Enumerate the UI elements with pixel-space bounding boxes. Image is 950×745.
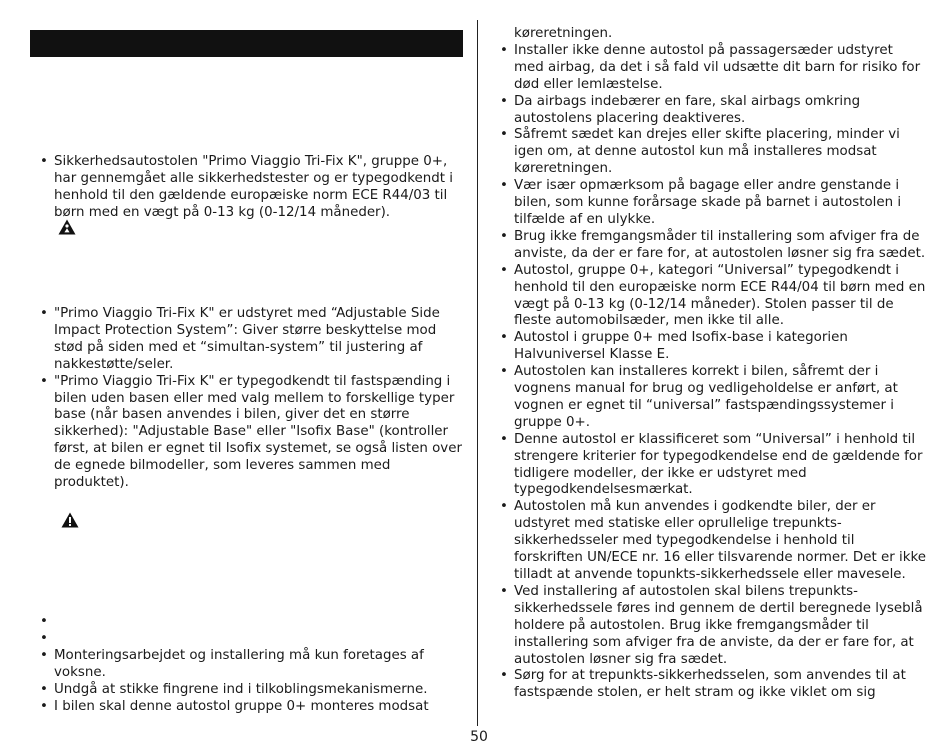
list-item: • Autostol i gruppe 0+ med Isofix-base i kategorien Halvuniversel Klasse E. xyxy=(500,330,926,364)
list-item: • Autostolen må kun anvendes i godkendte biler, der er udstyret med statiske eller oprullelige trepunkts-sikkerhedsseler med typegodkendelse i henhold til forskriften UN/ECE nr. 16 eller tilsvarende normer. Det er ikke tilladt at anvende topunkts-sikkerhedssele eller mavesele. xyxy=(500,499,926,584)
right-list-warnings xyxy=(500,26,926,702)
page-number: 50 xyxy=(470,729,488,745)
list-item-empty xyxy=(40,614,465,631)
list-item: • Ved installering af autostolen skal bilens trepunkts-sikkerhedssele føres ind gennem de dertil beregnede lyseblå holdere på autostolen. Brug ikke fremgangsmåder til installering som afviger fra de anviste, da der er fare for, at autostolen løsner sig fra sædet. xyxy=(500,584,926,669)
list-item: • Autostolen kan installeres korrekt i bilen, såfremt der i vognens manual for brug og vedligeholdelse er anført, at vognen er egnet til “universal” fastspændingssystemer i gruppe 0+. xyxy=(500,364,926,432)
column-divider xyxy=(477,20,478,726)
left-list-intro xyxy=(40,154,465,222)
warning-triangle-icon xyxy=(61,512,79,528)
list-item: • Denne autostol er klassificeret som “Universal” i henhold til strengere kriterier for typegodkendelse end de gældende for tidligere modeller, der ikke er udstyret med typegodkendelsesmærkat. xyxy=(500,432,926,500)
left-list-warnings xyxy=(40,614,465,716)
list-item: • "Primo Viaggio Tri-Fix K" er typegodkendt til fastspænding i bilen uden basen eller med valg mellem to forskellige typer base (når basen anvendes i bilen, giver det en større sikkerhed): "Adjustable Base" eller "Isofix Base" (kontroller først, at bilen er egnet til Isofix systemet, se også listen over de egnede bilmodeller, som leveres sammen med produktet). xyxy=(40,374,465,492)
left-list-features xyxy=(40,306,465,492)
list-item: • I bilen skal denne autostol gruppe 0+ monteres modsat xyxy=(40,699,465,716)
warning-child-icon xyxy=(58,219,76,235)
section-header-bar xyxy=(30,30,463,57)
list-item: • Sikkerhedsautostolen "Primo Viaggio Tri-Fix K", gruppe 0+, har gennemgået alle sikkerhedstester og er typegodkendt i henhold til den gældende europæiske norm ECE R44/03 til børn med en vægt på 0-13 kg (0-12/14 måneder). xyxy=(40,154,465,222)
list-item: • Monteringsarbejdet og installering må kun foretages af voksne. xyxy=(40,648,465,682)
list-item: • Såfremt sædet kan drejes eller skifte placering, minder vi igen om, at denne autostol kun må installeres modsat køreretningen. xyxy=(500,127,926,178)
list-item: • Sørg for at trepunkts-sikkerhedsselen, som anvendes til at fastspænde stolen, er helt stram og ikke viklet om sig xyxy=(500,668,926,702)
list-item-empty xyxy=(40,631,465,648)
list-item: • Undgå at stikke fingrene ind i tilkoblingsmekanismerne. xyxy=(40,682,465,699)
list-item-continuation: køreretningen. xyxy=(514,26,613,41)
list-item: • "Primo Viaggio Tri-Fix K" er udstyret med “Adjustable Side Impact Protection System”: Giver større beskyttelse mod stød på siden med et “simultan-system” til justering af nakkestøtte/seler. xyxy=(40,306,465,374)
list-item: • Installer ikke denne autostol på passagersæder udstyret med airbag, da det i så fald vil udsætte dit barn for risiko for død eller lemlæstelse. xyxy=(500,43,926,94)
list-item: • Autostol, gruppe 0+, kategori “Universal” typegodkendt i henhold til den europæiske norm ECE R44/04 til børn med en vægt på 0-13 kg (0-12/14 måneder). Stolen passer til de fleste automobilsæder, men ikke til alle. xyxy=(500,263,926,331)
list-item: • Da airbags indebærer en fare, skal airbags omkring autostolens placering deaktiveres. xyxy=(500,94,926,128)
list-item: • Vær især opmærksom på bagage eller andre genstande i bilen, som kunne forårsage skade på barnet i autostolen i tilfælde af en ulykke. xyxy=(500,178,926,229)
list-item: • Brug ikke fremgangsmåder til installering som afviger fra de anviste, da der er fare for, at autostolen løsner sig fra sædet. xyxy=(500,229,926,263)
